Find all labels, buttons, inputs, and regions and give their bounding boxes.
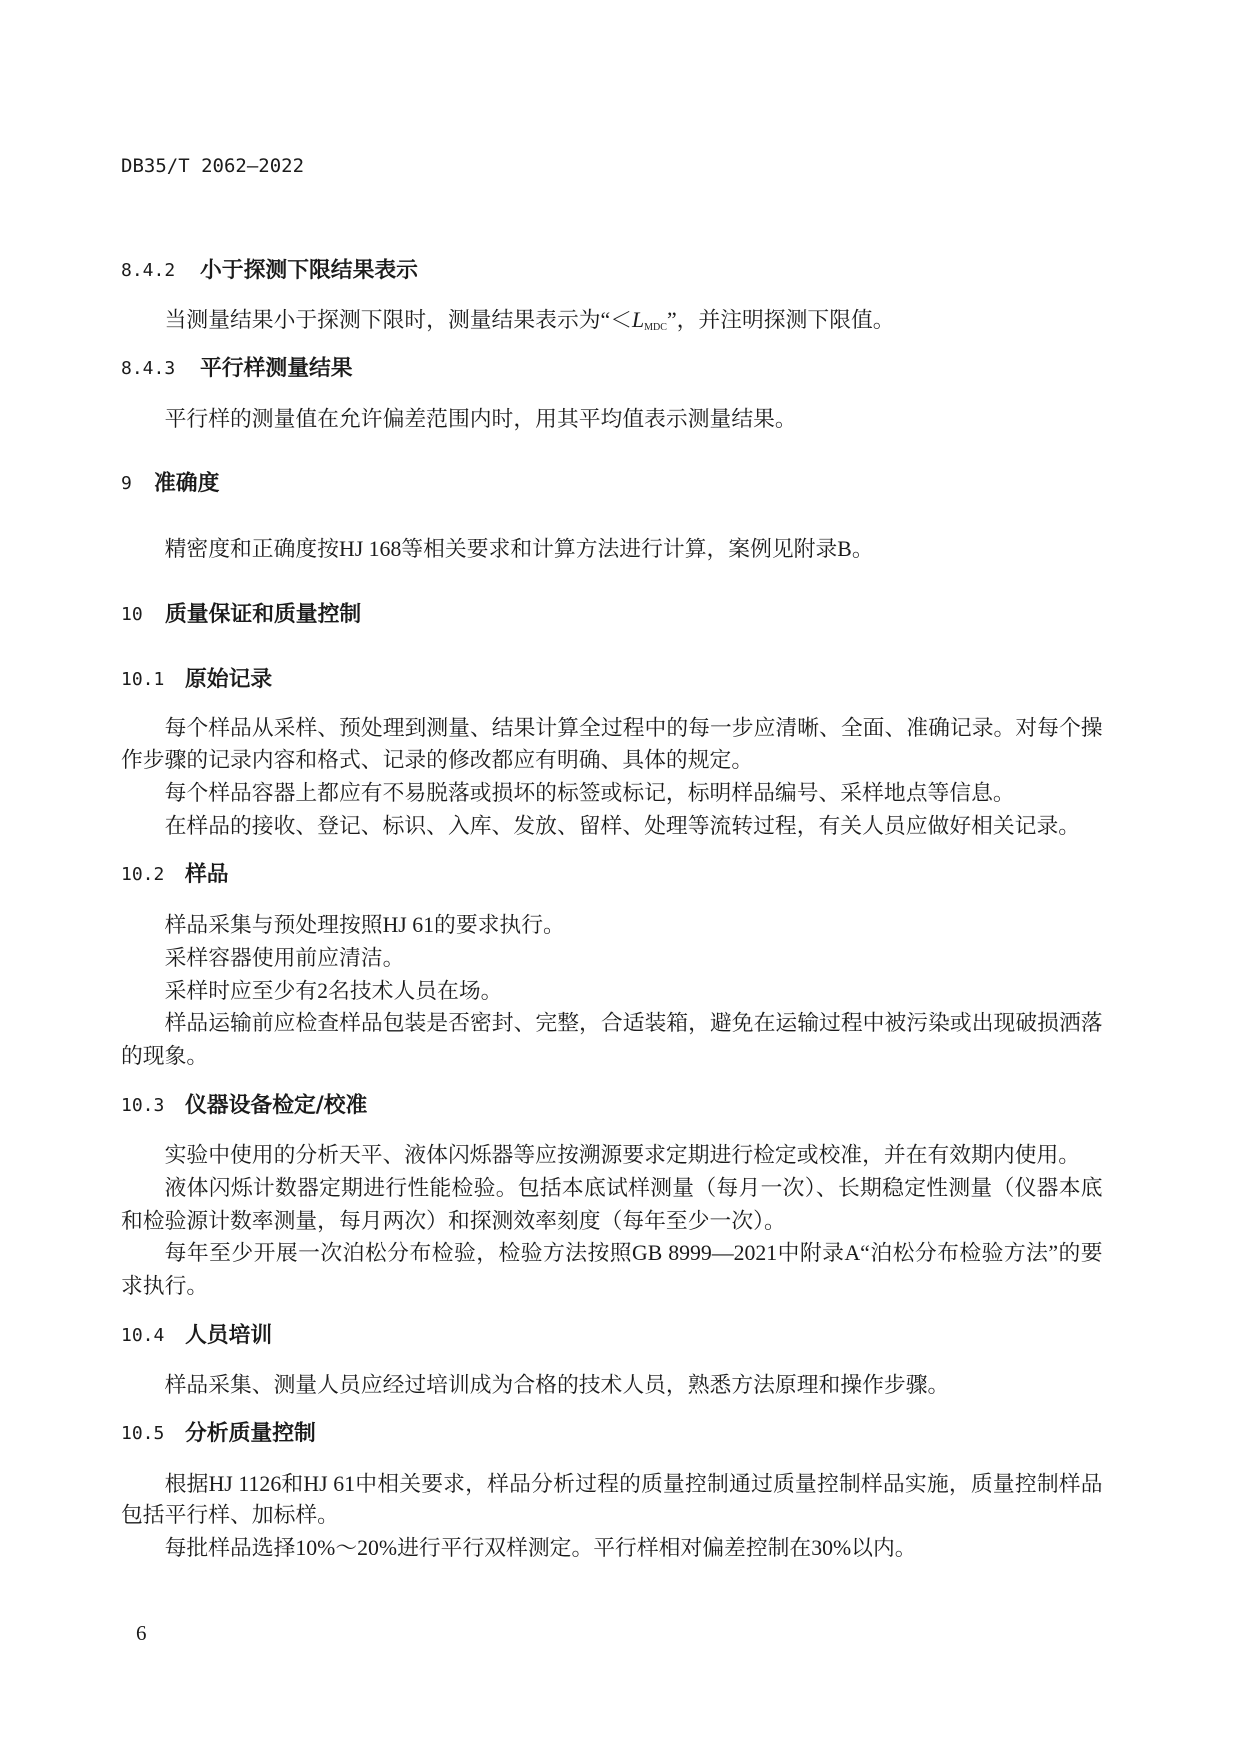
- section-heading-10-4: [121, 1321, 1103, 1351]
- section-number: 10.3: [121, 1095, 165, 1116]
- paragraph-line: 求执行。: [121, 1274, 209, 1298]
- section-number: 10.1: [121, 669, 165, 690]
- section-title: 人员培训: [185, 1323, 273, 1348]
- section-number: 10.5: [121, 1423, 165, 1444]
- paragraph-line: [165, 305, 895, 335]
- standard-code-header: DB35/T 2062—2022: [121, 155, 305, 177]
- paragraph-line: 根据HJ 1126和HJ 61中相关要求，样品分析过程的质量控制通过质量控制样品实施，质量控制样品: [164, 1472, 1103, 1496]
- paragraph-line: 样品采集与预处理按照HJ 61的要求执行。: [164, 913, 565, 937]
- paragraph-line: 样品采集、测量人员应经过培训成为合格的技术人员，熟悉方法原理和操作步骤。: [164, 1373, 950, 1397]
- paragraph-line: 平行样的测量值在允许偏差范围内时，用其平均值表示测量结果。: [164, 407, 797, 431]
- section-title: 准确度: [154, 471, 220, 496]
- paragraph-line: 作步骤的记录内容和格式、记录的修改都应有明确、具体的规定。: [121, 748, 754, 772]
- section-number: 10: [121, 604, 143, 625]
- paragraph-line: 每年至少开展一次泊松分布检验，检验方法按照GB 8999—2021中附录A“泊松分布检验方法”的要: [164, 1241, 1103, 1265]
- section-number: 10.2: [121, 864, 165, 885]
- paragraph-line: 的现象。: [121, 1044, 209, 1068]
- section-heading-10: [121, 600, 1103, 630]
- section-title: 仪器设备检定/校准: [185, 1093, 368, 1118]
- section-heading-10-5: [121, 1419, 1103, 1449]
- variable-symbol: L: [632, 308, 645, 332]
- section-number: 8.4.2: [121, 260, 176, 281]
- section-title: 小于探测下限结果表示: [200, 258, 418, 283]
- section-number: 10.4: [121, 1325, 165, 1346]
- paragraph-line: 每个样品从采样、预处理到测量、结果计算全过程中的每一步应清晰、全面、准确记录。对每个操: [164, 716, 1103, 740]
- page-number: 6: [136, 1621, 147, 1645]
- section-heading-10-1: [121, 665, 1103, 695]
- section-title: 平行样测量结果: [200, 356, 353, 381]
- paragraph-line: 每个样品容器上都应有不易脱落或损坏的标签或标记，标明样品编号、采样地点等信息。: [164, 781, 1015, 805]
- paragraph-line: 液体闪烁计数器定期进行性能检验。包括本底试样测量（每月一次）、长期稳定性测量（仪器本底: [164, 1176, 1103, 1200]
- paragraph-line: 样品运输前应检查样品包装是否密封、完整，合适装箱，避免在运输过程中被污染或出现破损洒落: [164, 1011, 1103, 1035]
- section-number: 8.4.3: [121, 358, 176, 379]
- text-run: 当测量结果小于探测下限时，测量结果表示为“＜: [164, 308, 633, 332]
- paragraph-line: 每批样品选择10%～20%进行平行双样测定。平行样相对偏差控制在30%以内。: [164, 1536, 917, 1560]
- section-title: 质量保证和质量控制: [165, 602, 362, 627]
- variable-subscript: MDC: [644, 322, 667, 333]
- paragraph-line: 采样时应至少有2名技术人员在场。: [164, 979, 503, 1003]
- section-title: 样品: [185, 862, 229, 887]
- section-heading-9: [121, 469, 1103, 499]
- paragraph-line: 实验中使用的分析天平、液体闪烁器等应按溯源要求定期进行检定或校准，并在有效期内使用。: [164, 1143, 1081, 1167]
- text-run: ”，并注明探测下限值。: [666, 308, 895, 332]
- paragraph-line: 精密度和正确度按HJ 168等相关要求和计算方法进行计算，案例见附录B。: [164, 537, 874, 561]
- section-title: 原始记录: [185, 667, 273, 692]
- section-heading-8-4-3: [121, 354, 1103, 384]
- section-title: 分析质量控制: [185, 1421, 316, 1446]
- paragraph-line: 在样品的接收、登记、标识、入库、发放、留样、处理等流转过程，有关人员应做好相关记录。: [164, 814, 1081, 838]
- paragraph-line: 包括平行样、加标样。: [121, 1503, 339, 1527]
- section-heading-10-3: [121, 1091, 1103, 1121]
- section-number: 9: [121, 473, 132, 494]
- section-heading-8-4-2: [121, 256, 1103, 286]
- section-heading-10-2: [121, 860, 1103, 890]
- paragraph-line: 采样容器使用前应清洁。: [164, 946, 405, 970]
- paragraph-line: 和检验源计数率测量，每月两次）和探测效率刻度（每年至少一次）。: [121, 1209, 786, 1233]
